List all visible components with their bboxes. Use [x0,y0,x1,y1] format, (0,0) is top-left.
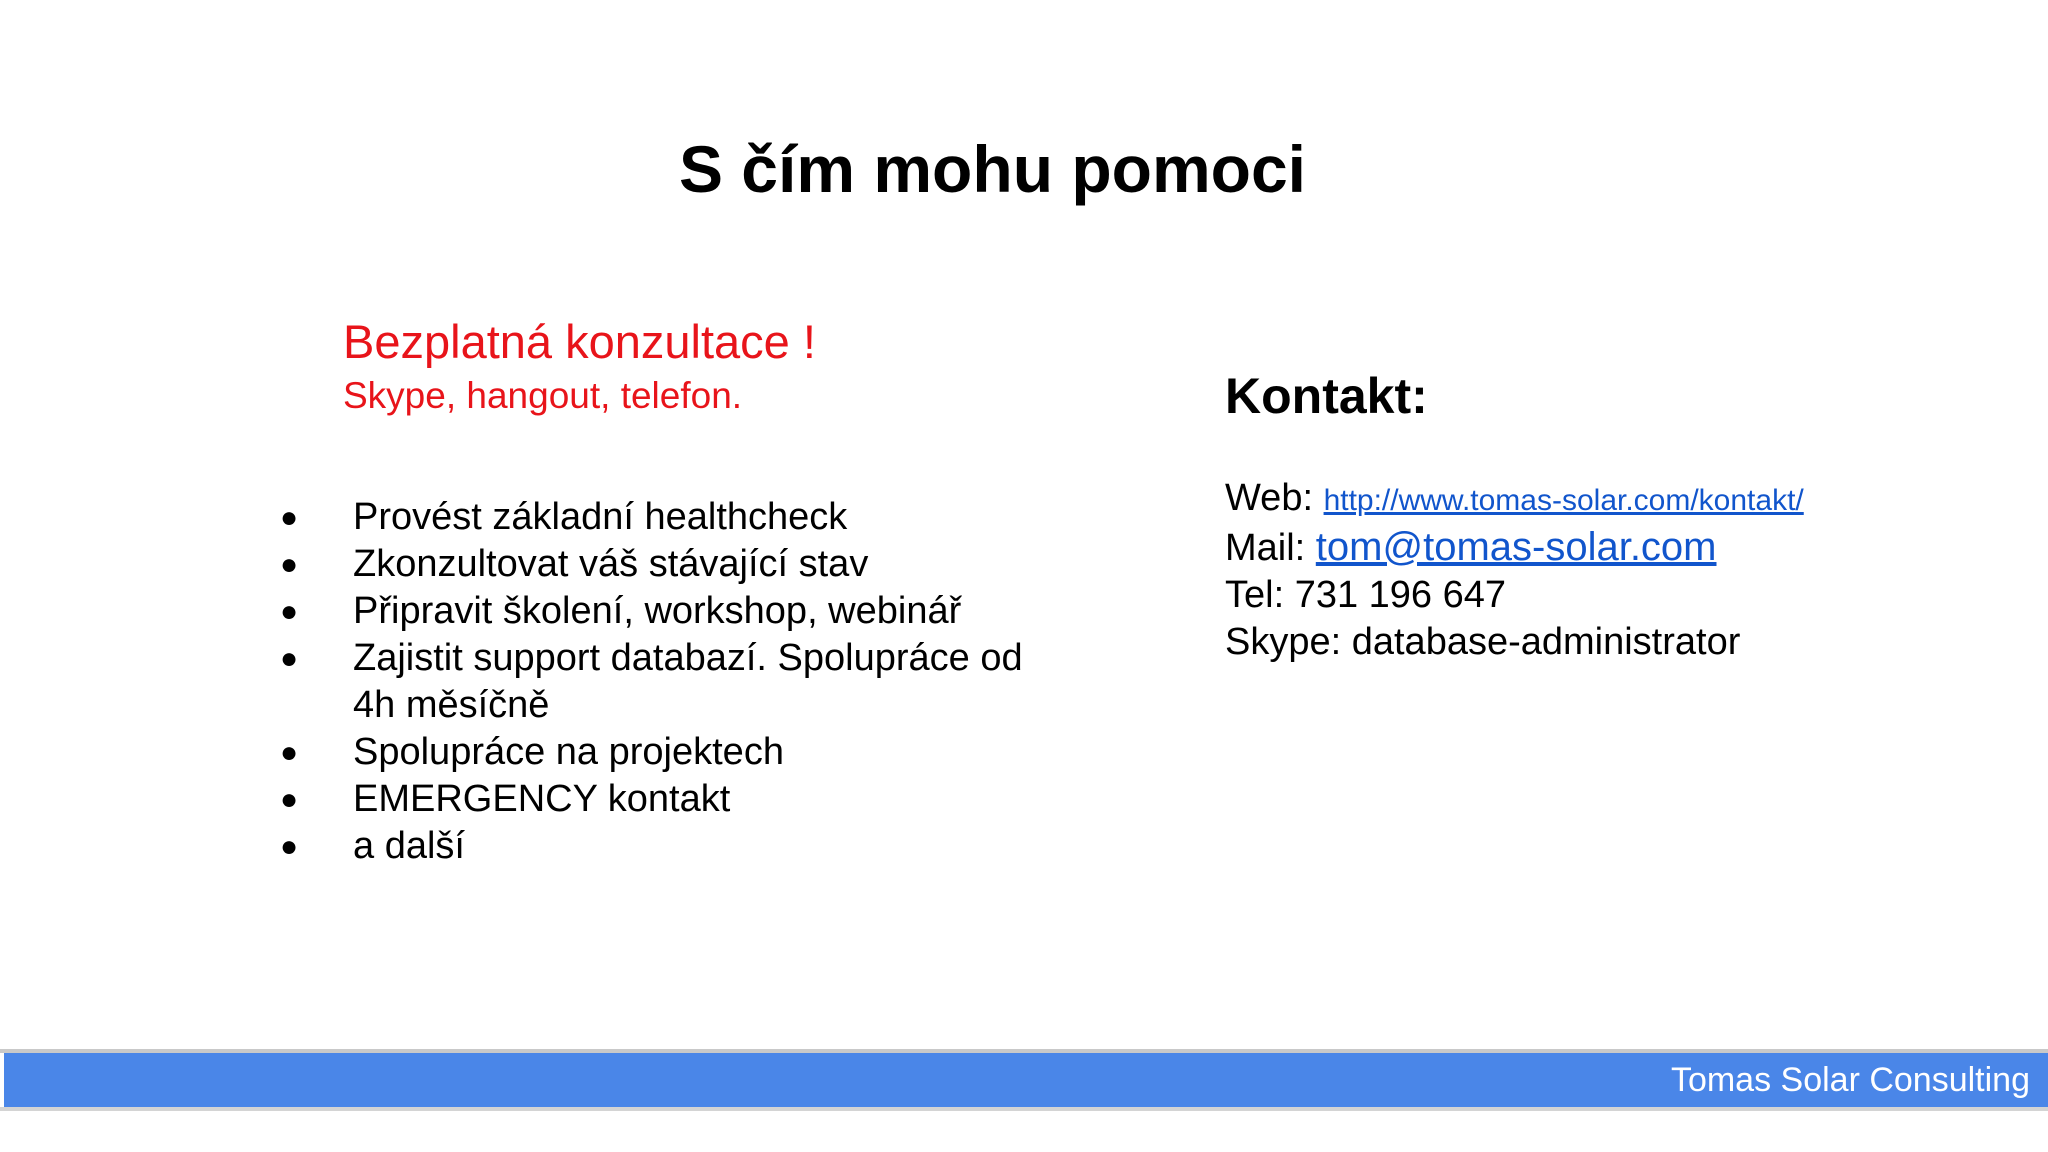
slide-title: S čím mohu pomoci [678,132,1307,206]
contact-block [1225,475,2005,666]
bullet-icon: ● [280,642,299,675]
list-item [270,541,1030,588]
list-item [270,588,1030,635]
list-item [270,776,1030,823]
bullet-icon: ● [280,830,299,863]
contact-tel: Tel: 731 196 647 [1225,574,1507,616]
list-item [270,823,1030,870]
footer-company-name: Tomas Solar Consulting [1670,1061,2030,1099]
list-item [270,729,1030,776]
list-item-text: Provést základní healthcheck [353,496,848,538]
list-item-text: Zajistit support databazí. Spolupráce od 4h měsíčně [353,637,1023,726]
list-item-text: EMERGENCY kontakt [353,778,731,820]
footer-bar [4,1053,2048,1107]
mail-link[interactable]: tom@tomas-solar.com [1315,525,1717,569]
web-link[interactable]: http://www.tomas-solar.com/kontakt/ [1323,484,1804,517]
bullet-icon: ● [280,501,299,534]
bullet-icon: ● [280,736,299,769]
bullet-icon: ● [280,548,299,581]
offer-subheading: Skype, hangout, telefon. [343,375,743,416]
contact-mail [1225,524,2005,572]
list-item-text: a další [353,825,465,867]
list-item-text: Připravit školení, workshop, webinář [353,590,962,632]
contact-web [1225,475,2005,524]
footer-bottom-divider [0,1107,2048,1111]
offer-heading: Bezplatná konzultace ! [343,315,816,368]
mail-label: Mail: [1225,527,1316,569]
list-item-text: Zkonzultovat váš stávající stav [353,543,869,585]
list-item-text: Spolupráce na projektech [353,731,784,773]
contact-heading: Kontakt: [1225,368,1428,424]
contact-skype: Skype: database-administrator [1225,621,1741,663]
list-item [270,494,1030,541]
list-item [270,635,1030,729]
web-label: Web: [1225,477,1324,519]
bullet-icon: ● [280,783,299,816]
services-list [270,494,1030,870]
bullet-icon: ● [280,595,299,628]
